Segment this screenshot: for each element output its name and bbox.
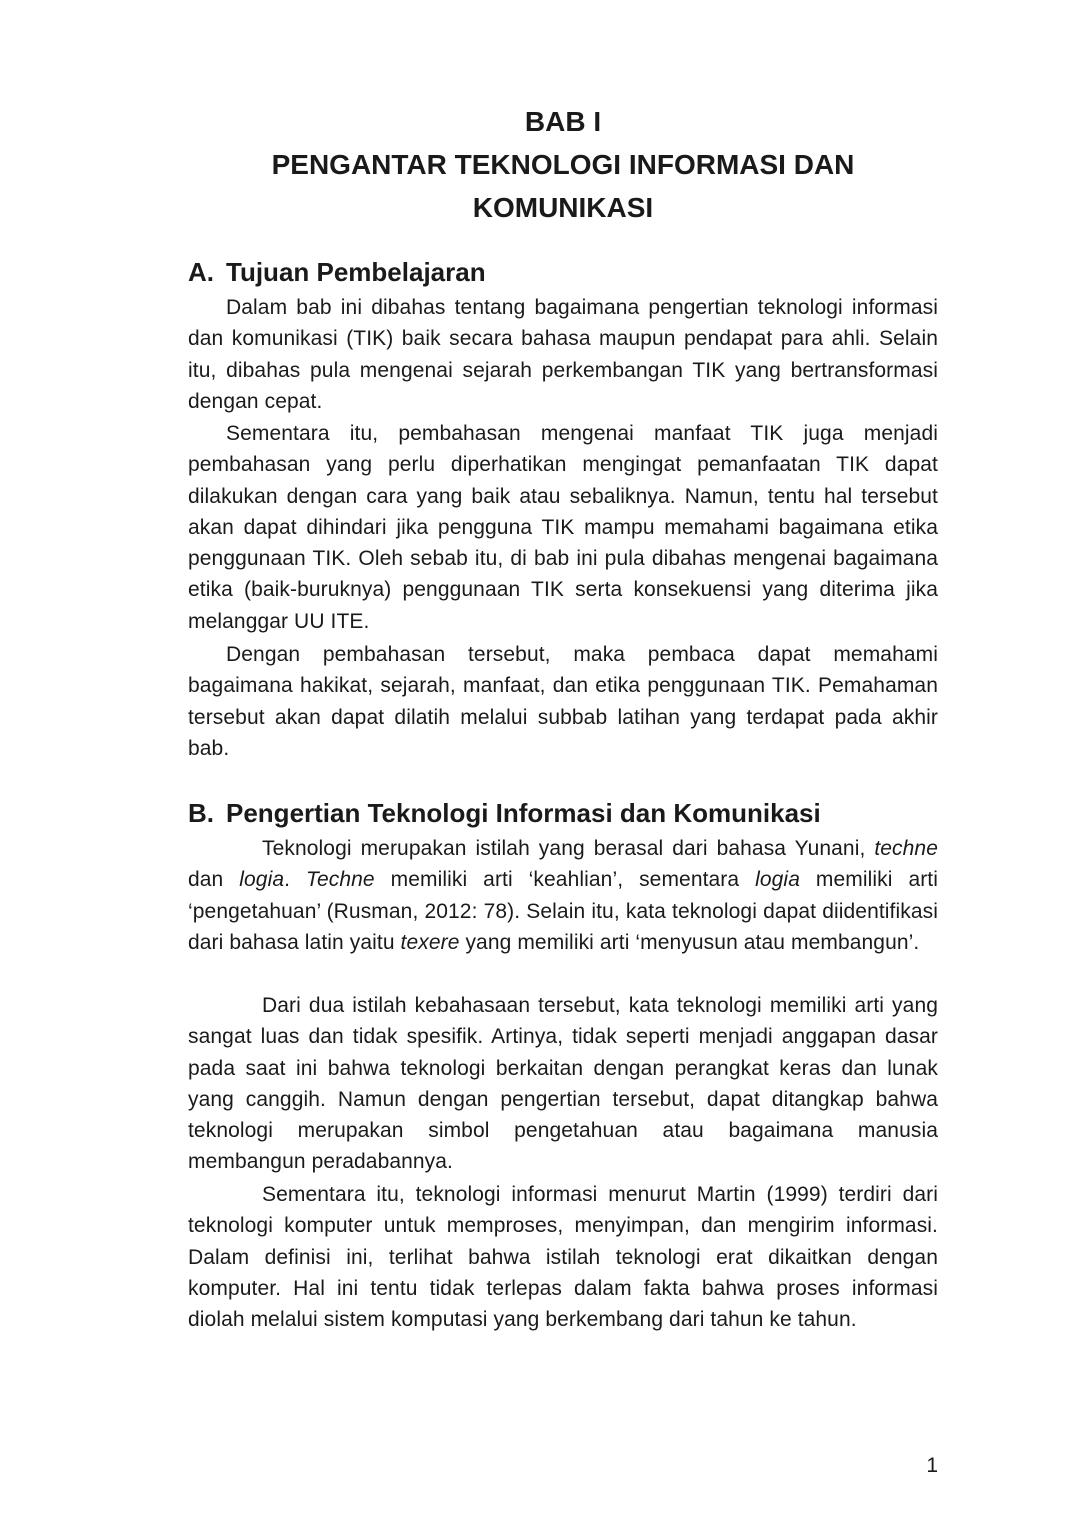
section-b-title: Pengertian Teknologi Informasi dan Komunikasi [226, 798, 821, 828]
italic-term-techne: techne [874, 837, 938, 860]
text-run: memiliki arti ‘keahlian’, sementara [374, 868, 756, 892]
chapter-title-line-2: KOMUNIKASI [472, 192, 654, 223]
section-a-letter: A. [188, 257, 214, 287]
page-number: 1 [926, 1454, 938, 1477]
chapter-title-line-1: PENGANTAR TEKNOLOGI INFORMASI DAN [271, 149, 855, 180]
text-run: yang memiliki arti ‘menyusun atau membangun’. [459, 930, 920, 954]
italic-term-texere: texere [400, 930, 460, 954]
chapter-label: BAB I [524, 106, 602, 137]
italic-term-logia: logia [755, 868, 800, 892]
section-b-paragraph-2: Dari dua istilah kebahasaan tersebut, kata teknologi memiliki arti yang sangat luas dan tidak spesifik. Artinya, tidak seperti menjadi anggapan dasar pada saat ini bahwa teknologi berkaitan dengan perangkat keras dan lunak yang canggih. Namun dengan pengertian tersebut, dapat ditangkap bahwa teknologi merupakan simbol pengetahuan atau bagaimana manusia membangun peradabannya. [188, 994, 938, 1174]
section-a-heading [188, 256, 938, 288]
text-run: . [284, 868, 306, 892]
section-a-paragraph-2: Sementara itu, pembahasan mengenai manfaat TIK juga menjadi pembahasan yang perlu diperhatikan mengingat pemanfaatan TIK dapat dilakukan dengan cara yang baik atau sebaliknya. Namun, tentu hal tersebut akan dapat dihindari jika pengguna TIK mampu memahami bagaimana etika penggunaan TIK. Oleh sebab itu, di bab ini pula dibahas mengenai bagaimana etika (baik-buruknya) penggunaan TIK serta konsekuensi yang diterima jika melanggar UU ITE. [188, 422, 938, 633]
text-run: Teknologi merupakan istilah yang berasal dari bahasa Yunani, [262, 837, 875, 860]
section-b-paragraph-1 [188, 833, 938, 958]
section-a-paragraph-1: Dalam bab ini dibahas tentang bagaimana pengertian teknologi informasi dan komunikasi (TIK) baik secara bahasa maupun pendapat para ahli. Selain itu, dibahas pula mengenai sejarah perkembangan TIK yang bertransformasi dengan cepat. [188, 296, 938, 413]
section-b-heading [188, 797, 938, 829]
italic-term-techne: Techne [306, 868, 375, 892]
text-run: dan [188, 868, 240, 892]
section-a-paragraph-3: Dengan pembahasan tersebut, maka pembaca dapat memahami bagaimana hakikat, sejarah, manfaat, dan etika penggunaan TIK. Pemahaman tersebut akan dapat dilatih melalui subbab latihan yang terdapat pada akhir bab. [188, 643, 938, 760]
section-b-letter: B. [188, 798, 214, 828]
text-run: memiliki arti ‘pengetahuan’ (Rusman, 2012: 78). Selain itu, kata teknologi dapat diidentifikasi dari bahasa latin yaitu [188, 868, 939, 954]
italic-term-logia: logia [239, 868, 285, 892]
chapter-title [188, 100, 938, 229]
section-a-title: Tujuan Pembelajaran [226, 257, 486, 287]
section-b-paragraph-3: Sementara itu, teknologi informasi menurut Martin (1999) terdiri dari teknologi komputer untuk memproses, menyimpan, dan mengirim informasi. Dalam definisi ini, terlihat bahwa istilah teknologi erat dikaitkan dengan komputer. Hal ini tentu tidak terlepas dalam fakta bahwa proses informasi diolah melalui sistem komputasi yang berkembang dari tahun ke tahun. [188, 1183, 938, 1332]
